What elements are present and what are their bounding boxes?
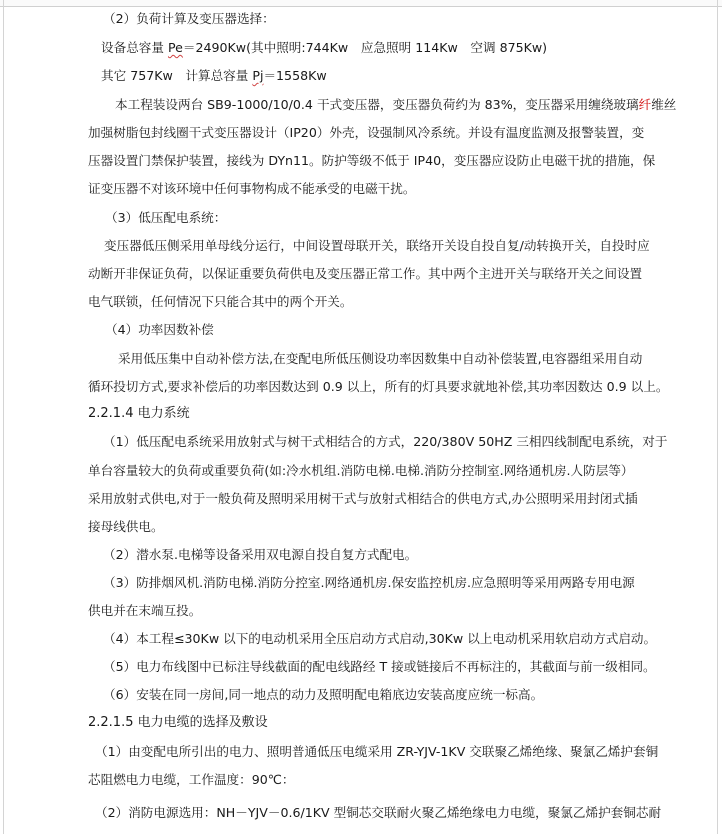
para-transformer-line1 <box>115 97 676 113</box>
para-transformer-line2: 加强树脂包封线圈干式变压器设计（IP20）外壳，设强制风冷系统。并设有温度监测及报警装置，变 <box>88 125 645 140</box>
text-segment: 维丝 <box>651 97 677 112</box>
para-smoke-fans-line2: 供电并在末端互投。 <box>88 603 202 618</box>
section-heading-power-system: 2.2.1.4 电力系统 <box>88 406 190 421</box>
text-segment: ＝1558Kw <box>263 68 327 83</box>
para-pump-elevator: （2）潜水泵.电梯等设备采用双电源自投自复方式配电。 <box>103 547 418 562</box>
para-cable-line1: （1）由变配电所引出的电力、照明普通低压电缆采用 ZR-YJV-1KV 交联聚乙烯绝缘、聚氯乙烯护套铜 <box>95 744 659 759</box>
para-wiring-section: （5）电力布线图中已标注导线截面的配电线路经 T 接或链接后不再标注的，其截面与前一级相同。 <box>103 659 656 674</box>
para-motor-start: （4）本工程≤30Kw 以下的电动机采用全压启动方式启动,30Kw 以上电动机采用软启动方式启动。 <box>103 631 657 646</box>
highlighted-char: 纤 <box>638 97 652 112</box>
page-top-edge <box>0 0 722 7</box>
symbol-pj: Pj <box>252 68 264 83</box>
para-power-factor-heading: （4）功率因数补偿 <box>105 322 214 337</box>
page-right-edge <box>717 0 718 834</box>
text-segment: 设备总容量 <box>101 40 168 55</box>
para-distribution-line1: （1）低压配电系统采用放射式与树干式相结合的方式，220/380V 50HZ 三相四线制配电系统，对于 <box>103 434 668 449</box>
para-distribution-line4: 接母线供电。 <box>88 519 164 534</box>
symbol-pe: Pe <box>167 40 183 55</box>
para-low-voltage-line3: 电气联锁，任何情况下只能合其中的两个开关。 <box>88 294 353 309</box>
para-distribution-line2: 单台容量较大的负荷或重要负荷(如:冷水机组.消防电梯.电梯.消防分控制室.网络通机房.人防层等） <box>88 463 634 478</box>
para-load-calc-heading: （2）负荷计算及变压器选择： <box>103 11 275 26</box>
para-transformer-line4: 证变压器不对该环境中任何事物构成不能承受的电磁干扰。 <box>88 181 416 196</box>
para-low-voltage-line1: 变压器低压侧采用单母线分运行，中间设置母联开关，联络开关设自投自复/动转换开关，自投时应 <box>104 238 650 253</box>
text-segment: ＝2490Kw(其中照明:744Kw 应急照明 114Kw 空调 875Kw) <box>182 40 548 55</box>
para-low-voltage-heading: （3）低压配电系统： <box>105 210 227 225</box>
para-total-capacity <box>101 40 547 56</box>
para-smoke-fans-line1: （3）防排烟风机.消防电梯.消防分控室.网络通机房.保安监控机房.应急照明等采用两路专用电源 <box>103 575 635 590</box>
page-left-edge <box>3 0 4 834</box>
para-power-factor-line2: 循环投切方式,要求补偿后的功率因数达到 0.9 以上，所有的灯具要求就地补偿,其功率因数达 0.9 以上。 <box>88 379 669 394</box>
section-heading-cable: 2.2.1.5 电力电缆的选择及敷设 <box>88 715 268 730</box>
para-distribution-line3: 采用放射式供电,对于一般负荷及照明采用树干式与放射式相结合的供电方式,办公照明采用封闭式插 <box>88 491 638 506</box>
para-low-voltage-line2: 动断开非保证负荷，以保证重要负荷供电及变压器正常工作。其中两个主进开关与联络开关之间设置 <box>88 266 643 281</box>
text-segment: 本工程装设两台 SB9-1000/10/0.4 干式变压器，变压器负荷约为 83%，变压器采用缠绕玻璃 <box>115 97 639 112</box>
text-segment: 其它 757Kw 计算总容量 <box>101 68 253 83</box>
para-transformer-line3: 压器设置门禁保护装置，接线为 DYn11。防护等级不低于 IP40，变压器应设防止电磁干扰的措施，保 <box>88 153 656 168</box>
para-calculated-capacity <box>101 68 327 84</box>
para-cable-line2: 芯阻燃电力电缆，工作温度：90℃： <box>88 772 295 787</box>
para-panel-height: （6）安装在同一房间,同一地点的动力及照明配电箱底边安装高度应统一标高。 <box>103 687 544 702</box>
para-power-factor-line1: 采用低压集中自动补偿方法,在变配电所低压侧设功率因数集中自动补偿装置,电容器组采用自动 <box>118 351 643 366</box>
para-fire-cable-line1: （2）消防电源选用：NH－YJV－0.6/1KV 型铜芯交联耐火聚乙烯绝缘电力电缆，聚氯乙烯护套铜芯耐 <box>95 805 662 820</box>
